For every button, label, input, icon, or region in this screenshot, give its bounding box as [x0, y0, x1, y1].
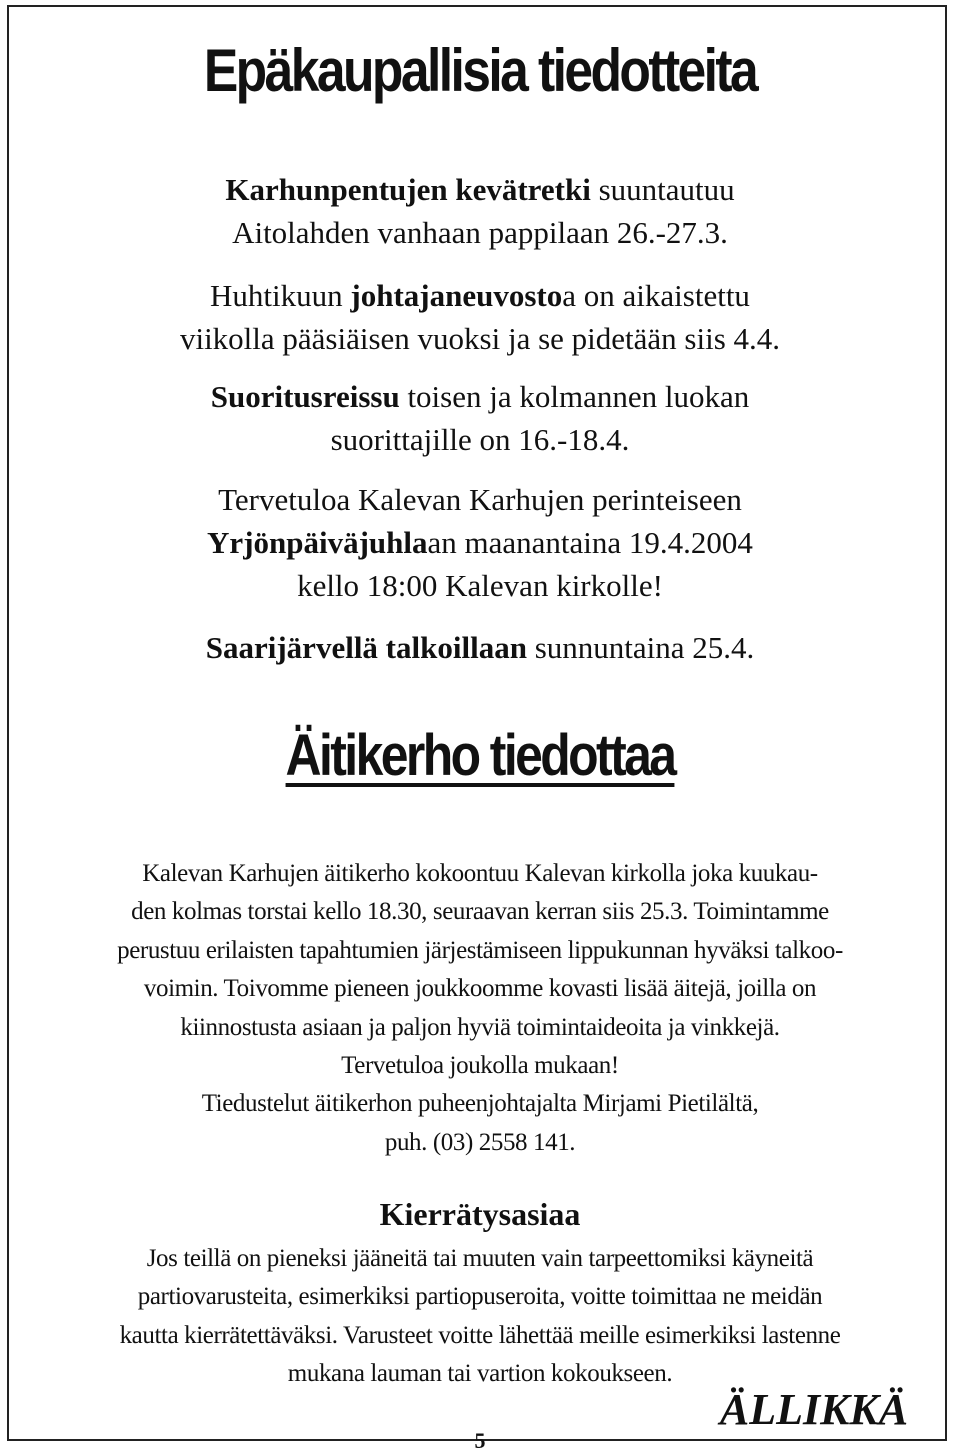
- highlight-text: Yrjönpäiväjuhla: [207, 525, 428, 560]
- kierratys-title: Kierrätysasiaa: [379, 1196, 581, 1232]
- aitikerho-title: [67, 722, 893, 789]
- announcement-5: [0, 626, 960, 669]
- announcement-line: [0, 564, 960, 607]
- announcement-text: suuntautuu: [590, 172, 735, 207]
- highlight-text: johtajaneuvosto: [350, 278, 563, 313]
- announcement-text: Huhtikuun: [210, 278, 351, 313]
- announcement-line: [0, 478, 960, 521]
- announcement-text: an maanantaina 19.4.2004: [427, 525, 753, 560]
- announcement-2: [0, 274, 960, 360]
- announcement-4: [0, 478, 960, 607]
- announcement-1: [0, 168, 960, 254]
- kierratys-line: partiovarusteita, esimerkiksi partiopuseroita, voitte toimittaa ne meidän: [137, 1283, 823, 1311]
- kierratys-body: [40, 1240, 920, 1394]
- announcement-line: [0, 168, 960, 211]
- announcement-text: sunnuntaina 25.4.: [526, 630, 755, 665]
- aitikerho-line: Tervetuloa joukolla mukaan!: [341, 1052, 619, 1080]
- announcement-line: [0, 317, 960, 360]
- announcement-line: [0, 418, 960, 461]
- announcement-text: Tervetuloa Kalevan Karhujen perinteiseen: [218, 482, 742, 517]
- announcement-text: toisen ja kolmannen luokan: [399, 379, 750, 414]
- highlight-text: Suoritusreissu: [210, 379, 400, 414]
- kierratys-line: kautta kierrätettäväksi. Varusteet voitte lähettää meille esimerkiksi lastenne: [119, 1321, 841, 1349]
- announcement-text: a on aikaistettu: [562, 278, 750, 313]
- aitikerho-line: Kalevan Karhujen äitikerho kokoontuu Kalevan kirkolla joka kuukau-: [142, 860, 818, 887]
- announcement-text: kello 18:00 Kalevan kirkolle!: [297, 568, 663, 603]
- aitikerho-line: puh. (03) 2558 141.: [384, 1128, 576, 1156]
- aitikerho-line: voimin. Toivomme pieneen joukkoomme kovasti lisää äitejä, joilla on: [143, 975, 817, 1003]
- announcement-text: Aitolahden vanhaan pappilaan 26.-27.3.: [232, 215, 728, 250]
- highlight-text: Saarijärvellä talkoillaan: [205, 630, 527, 665]
- announcement-line: [0, 211, 960, 254]
- aitikerho-line: den kolmas torstai kello 18.30, seuraavan kerran siis 25.3. Toimintamme: [131, 898, 829, 926]
- highlight-text: Karhunpentujen kevätretki: [225, 172, 591, 207]
- announcement-line: [0, 375, 960, 418]
- kierratys-line: mukana lauman tai vartion kokoukseen.: [287, 1360, 673, 1388]
- aitikerho-line: kiinnostusta asiaan ja paljon hyviä toimintaideoita ja vinkkejä.: [180, 1013, 780, 1041]
- announcement-line: [0, 521, 960, 564]
- aitikerho-body: [40, 855, 920, 1162]
- page-number: 5: [474, 1428, 486, 1453]
- allikka-logo-text: ÄLLIKKÄ: [719, 1385, 909, 1434]
- aitikerho-line: perustuu erilaisten tapahtumien järjestämiseen lippukunnan hyväksi talkoo-: [117, 936, 843, 964]
- aitikerho-title-text: Äitikerho tiedottaa: [285, 723, 675, 788]
- announcement-line: [0, 274, 960, 317]
- announcement-text: suorittajille on 16.-18.4.: [330, 422, 630, 457]
- announcement-3: [0, 375, 960, 461]
- announcement-text: viikolla pääsiäisen vuoksi ja se pidetään siis 4.4.: [179, 321, 781, 356]
- allikka-logo: [719, 1372, 909, 1434]
- page-title: Epäkaupallisia tiedotteita: [203, 37, 757, 104]
- aitikerho-line: Tiedustelut äitikerhon puheenjohtajalta Mirjami Pietilältä,: [201, 1090, 759, 1118]
- announcement-line: [0, 626, 960, 669]
- kierratys-line: Jos teillä on pieneksi jääneitä tai muuten vain tarpeettomiksi käyneitä: [146, 1245, 814, 1272]
